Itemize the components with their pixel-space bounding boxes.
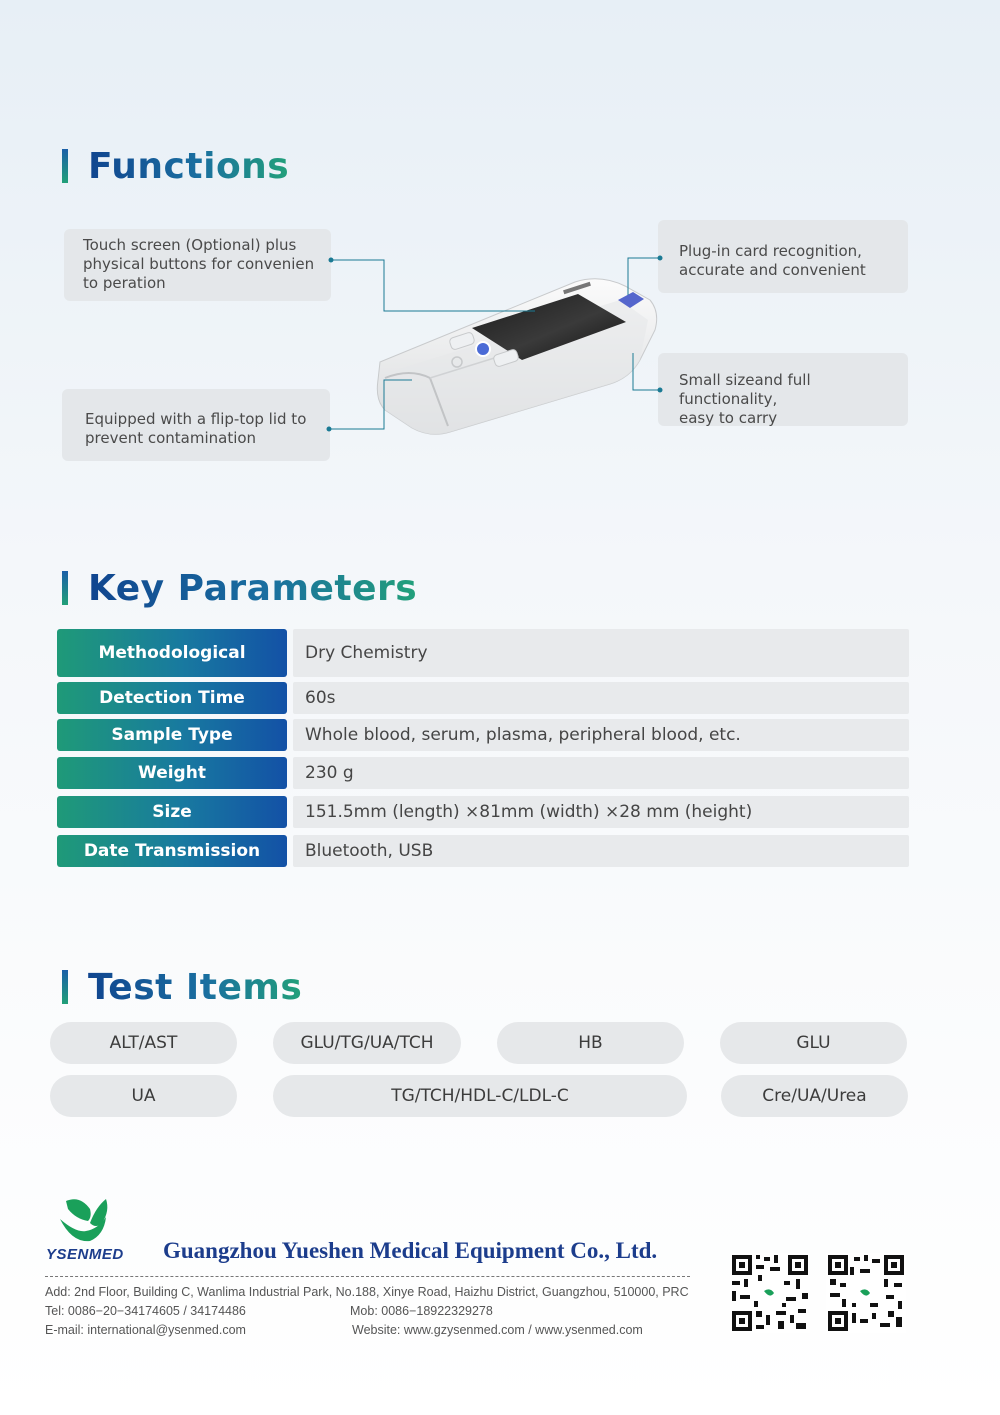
callout-text: Small sizeand full functionality, easy to carry <box>679 371 811 427</box>
footer-mobile: Mob: 0086−18922329278 <box>350 1304 493 1318</box>
parameters-title: Key Parameters <box>88 567 418 609</box>
device-illustration <box>0 0 1000 520</box>
qr-code-icon <box>826 1253 906 1333</box>
test-item-pill: Cre/UA/Urea <box>721 1075 908 1117</box>
param-key: Weight <box>57 757 287 789</box>
footer-address: Add: 2nd Floor, Building C, Wanlima Industrial Park, No.188, Xinye Road, Haizhu District, Guangzhou, 510000, PRC <box>45 1285 689 1299</box>
param-value: Bluetooth, USB <box>293 835 909 867</box>
param-key: Date Transmission <box>57 835 287 867</box>
callout-text: Equipped with a flip-top lid to prevent contamination <box>85 410 307 447</box>
heading-accent-bar <box>62 571 68 605</box>
callout-text: Plug-in card recognition, accurate and convenient <box>679 242 866 279</box>
param-value: 230 g <box>293 757 909 789</box>
footer-website: Website: www.gzysenmed.com / www.ysenmed.com <box>352 1323 643 1337</box>
device-power-button <box>476 342 490 356</box>
parameters-heading <box>62 566 417 610</box>
param-value: Dry Chemistry <box>293 629 909 677</box>
test-item-pill: GLU <box>720 1022 907 1064</box>
param-value: 151.5mm (length) ×81mm (width) ×28 mm (height) <box>293 796 909 828</box>
heading-accent-bar <box>62 970 68 1004</box>
table-row <box>57 682 909 714</box>
analyzer-device <box>377 279 656 434</box>
param-key: Methodological <box>57 629 287 677</box>
test-item-pill: TG/TCH/HDL-C/LDL-C <box>273 1075 687 1117</box>
param-key: Size <box>57 796 287 828</box>
company-name: Guangzhou Yueshen Medical Equipment Co., Ltd. <box>163 1238 658 1263</box>
table-row <box>57 629 909 677</box>
table-row <box>57 719 909 751</box>
functions-title: Functions <box>88 145 290 187</box>
callout-text: Touch screen (Optional) plus physical buttons for convenien to peration <box>83 236 315 292</box>
footer-divider <box>45 1276 690 1277</box>
table-row <box>57 796 909 828</box>
param-key: Detection Time <box>57 682 287 714</box>
param-value: 60s <box>293 682 909 714</box>
ysenmed-logo <box>46 1193 138 1265</box>
test-item-pill: ALT/AST <box>50 1022 237 1064</box>
test-items-heading <box>62 965 302 1009</box>
qr-code-icon <box>730 1253 810 1333</box>
table-row <box>57 757 909 789</box>
test-item-pill: GLU/TG/UA/TCH <box>273 1022 461 1064</box>
param-value: Whole blood, serum, plasma, peripheral blood, etc. <box>293 719 909 751</box>
footer-email: E-mail: international@ysenmed.com <box>45 1323 246 1337</box>
footer-tel: Tel: 0086−20−34174605 / 34174486 <box>45 1304 246 1318</box>
logo-wordmark: YSENMED <box>46 1246 124 1263</box>
param-key: Sample Type <box>57 719 287 751</box>
table-row <box>57 835 909 867</box>
test-item-pill: UA <box>50 1075 237 1117</box>
test-items-title: Test Items <box>88 966 303 1008</box>
test-item-pill: HB <box>497 1022 684 1064</box>
